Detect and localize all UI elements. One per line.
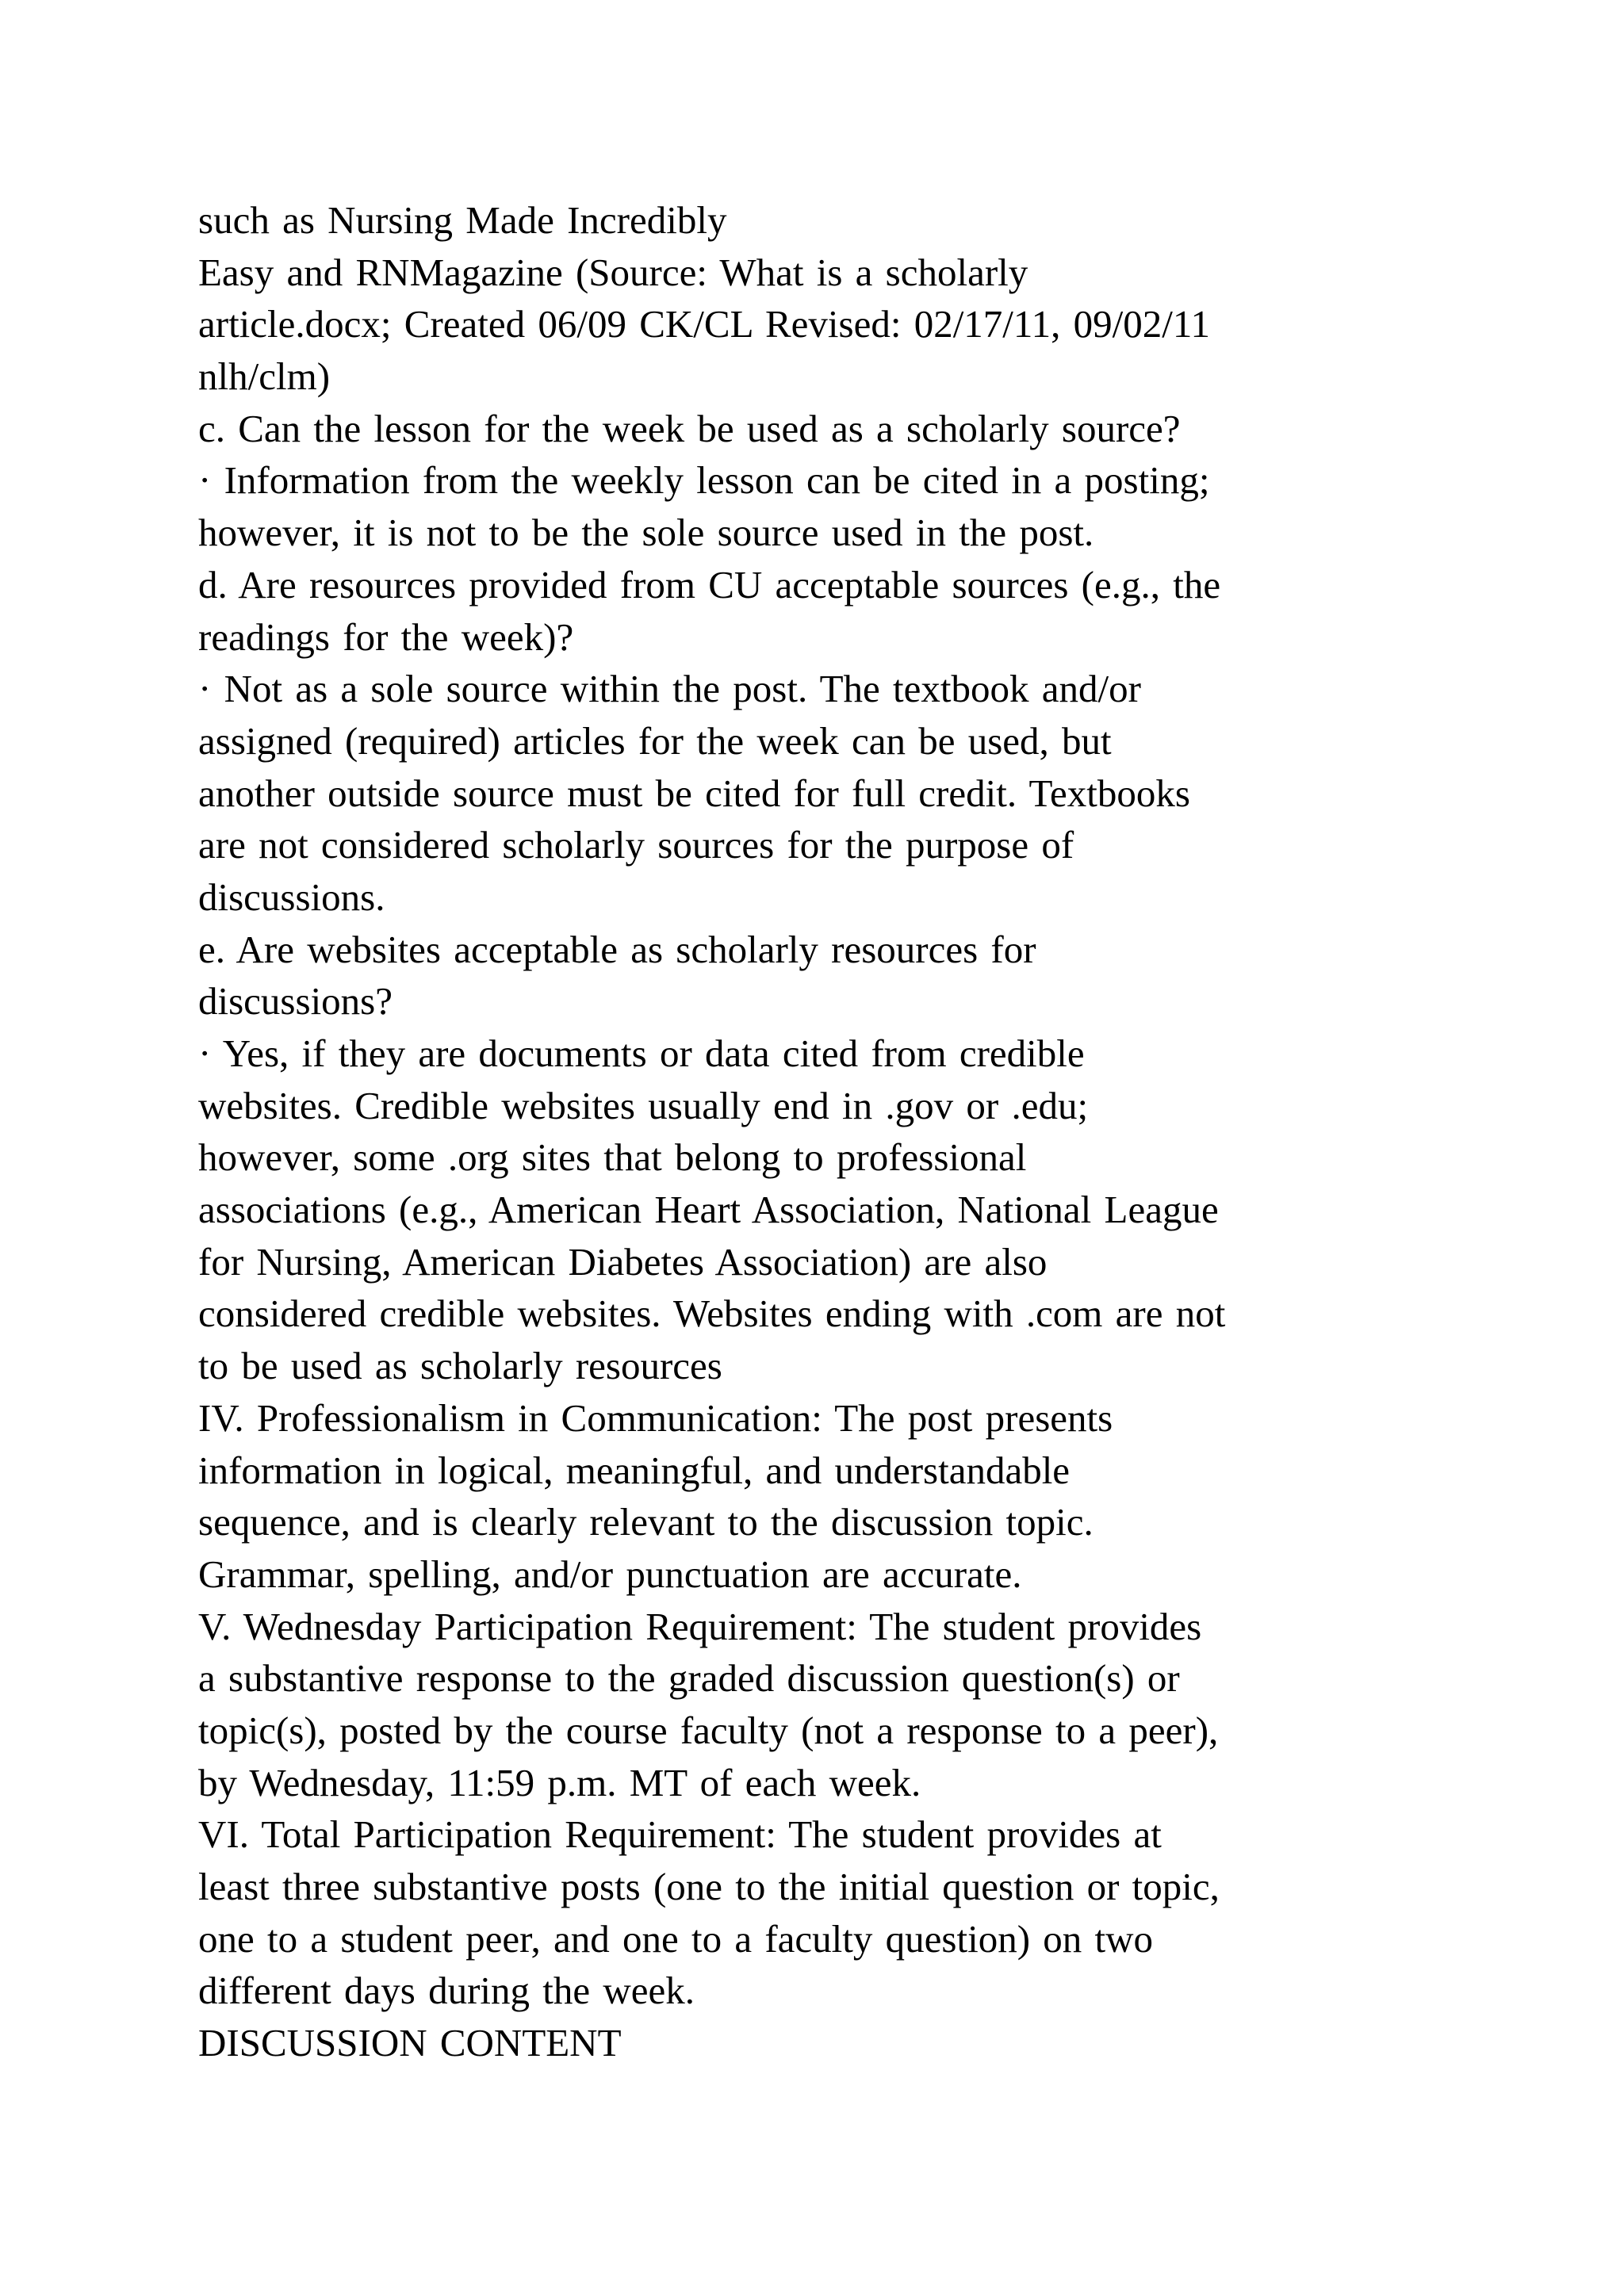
- text-line: topic(s), posted by the course faculty (not a response to a peer),: [198, 1708, 1219, 1752]
- text-line: websites. Credible websites usually end in .gov or .edu;: [198, 1083, 1089, 1127]
- bullet-line: · Not as a sole source within the post. The textbook and/or: [198, 667, 1141, 711]
- text-line: another outside source must be cited for full credit. Textbooks: [198, 771, 1190, 815]
- text-line: assigned (required) articles for the week can be used, but: [198, 718, 1112, 763]
- text-line: least three substantive posts (one to the initial question or topic,: [198, 1865, 1220, 1908]
- text-line: associations (e.g., American Heart Association, National League: [198, 1188, 1219, 1232]
- section-heading-vi: VI. Total Participation Requirement: The student provides at: [198, 1812, 1162, 1857]
- text-line: information in logical, meaningful, and understandable: [198, 1448, 1071, 1492]
- bullet-line: · Yes, if they are documents or data cited from credible: [198, 1031, 1085, 1075]
- text-line: readings for the week)?: [198, 614, 574, 659]
- question-heading: d. Are resources provided from CU acceptable sources (e.g., the: [198, 562, 1221, 607]
- text-line: are not considered scholarly sources for the purpose of: [198, 823, 1074, 867]
- text-line: Grammar, spelling, and/or punctuation are accurate.: [198, 1552, 1022, 1596]
- section-heading-v: V. Wednesday Participation Requirement: The student provides: [198, 1604, 1202, 1648]
- text-line: for Nursing, American Diabetes Association) are also: [198, 1239, 1048, 1284]
- document-body: [198, 194, 1507, 2069]
- text-line: sequence, and is clearly relevant to the discussion topic.: [198, 1500, 1094, 1544]
- text-line: discussions?: [198, 979, 393, 1024]
- text-line: such as Nursing Made Incredibly: [198, 198, 727, 242]
- text-line: nlh/clm): [198, 354, 331, 399]
- text-line: considered credible websites. Websites ending with .com are not: [198, 1292, 1226, 1336]
- text-line: by Wednesday, 11:59 p.m. MT of each week.: [198, 1760, 921, 1804]
- text-line: to be used as scholarly resources: [198, 1344, 722, 1388]
- text-line: Easy and RNMagazine (Source: What is a scholarly: [198, 250, 1028, 294]
- text-line: however, it is not to be the sole source used in the post.: [198, 511, 1094, 555]
- text-line: different days during the week.: [198, 1969, 695, 2013]
- question-heading: c. Can the lesson for the week be used as a scholarly source?: [198, 406, 1181, 450]
- discussion-content-heading: DISCUSSION CONTENT: [198, 2021, 622, 2065]
- text-line: a substantive response to the graded discussion question(s) or: [198, 1656, 1180, 1701]
- bullet-line: · Information from the weekly lesson can be cited in a posting;: [198, 458, 1210, 503]
- section-heading-iv: IV. Professionalism in Communication: The post presents: [198, 1395, 1113, 1440]
- text-line: article.docx; Created 06/09 CK/CL Revised: 02/17/11, 09/02/11: [198, 302, 1211, 346]
- question-heading: e. Are websites acceptable as scholarly resources for: [198, 927, 1036, 971]
- text-line: discussions.: [198, 874, 385, 919]
- text-line: one to a student peer, and one to a faculty question) on two: [198, 1916, 1154, 1961]
- text-line: however, some .org sites that belong to professional: [198, 1135, 1027, 1180]
